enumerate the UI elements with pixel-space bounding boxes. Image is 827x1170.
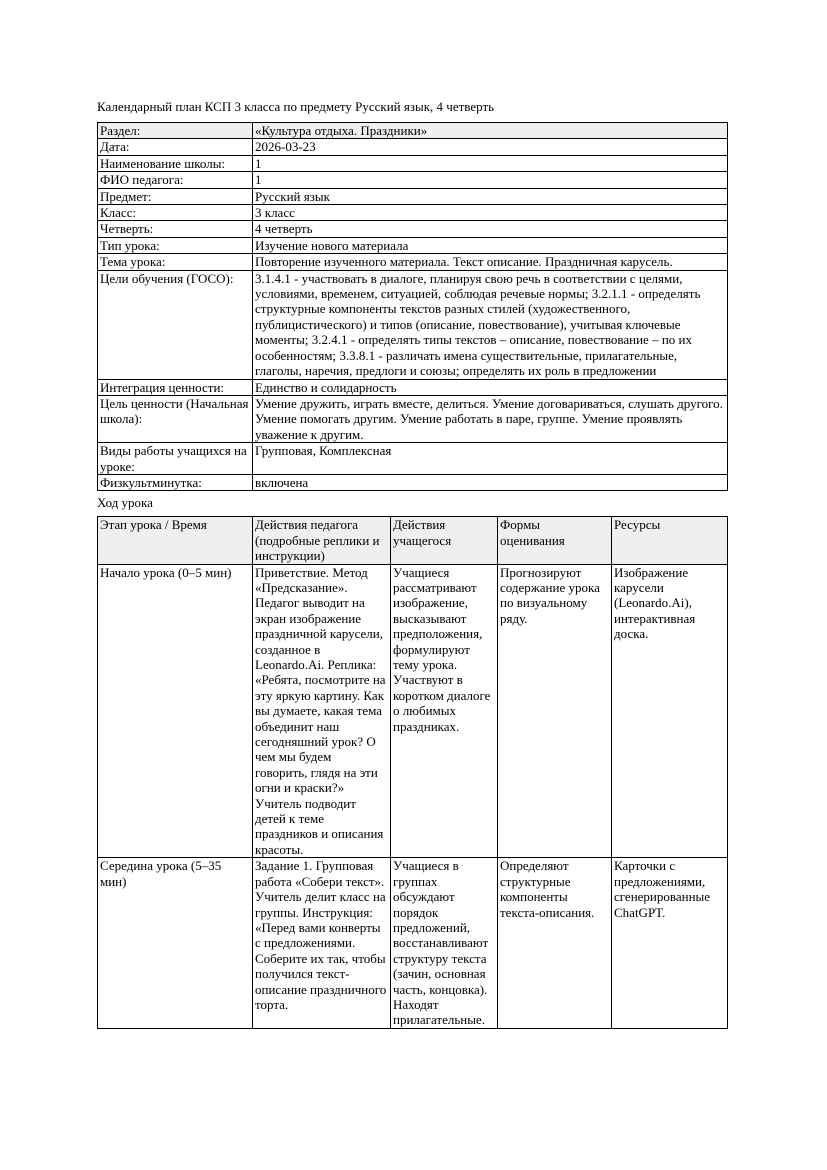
table-row [98,474,728,490]
info-label: Дата: [98,139,253,155]
column-header-resources: Ресурсы [612,517,728,564]
teacher-actions-cell: Приветствие. Метод «Предсказание». Педагог выводит на экран изображение праздничной карусели, созданное в Leonardo.Ai. Реплика: «Ребята, посмотрите на эту яркую картину. Как вы думаете, какая тема объединит наш сегодняшний урок? О чем мы будем говорить, глядя на эти огни и краски?» Учитель подводит детей к теме праздников и описания красоты. [253,564,391,858]
info-value: Умение дружить, играть вместе, делиться. Умение договариваться, слушать другого. Умение помогать другим. Умение работать в паре, группе. Умение проявлять уважение к другим. [253,395,728,442]
info-value: Групповая, Комплексная [253,443,728,475]
student-actions-cell: Учащиеся в группах обсуждают порядок предложений, восстанавливают структуру текста (зачин, основная часть, концовка). Находят прилагательные. [391,858,498,1028]
info-value: включена [253,474,728,490]
table-row [98,188,728,204]
info-label: Цель ценности (Начальная школа): [98,395,253,442]
table-row [98,564,728,858]
info-label: Тип урока: [98,237,253,253]
resources-cell: Карточки с предложениями, сгенерированные ChatGPT. [612,858,728,1028]
table-row [98,443,728,475]
info-value: 1 [253,172,728,188]
info-label: Физкультминутка: [98,474,253,490]
info-value: Повторение изученного материала. Текст описание. Праздничная карусель. [253,254,728,270]
lesson-plan-table [97,516,728,1028]
table-row [98,155,728,171]
assessment-cell: Определяют структурные компоненты текста-описания. [498,858,612,1028]
info-value: 2026-03-23 [253,139,728,155]
resources-cell: Изображение карусели (Leonardo.Ai), интерактивная доска. [612,564,728,858]
column-header-assessment: Формы оценивания [498,517,612,564]
info-value: 4 четверть [253,221,728,237]
section-heading: Ход урока [97,495,153,511]
info-label: Цели обучения (ГОСО): [98,270,253,379]
info-label: Раздел: [98,123,253,139]
table-row [98,172,728,188]
table-header-row [98,517,728,564]
info-value: «Культура отдыха. Праздники» [253,123,728,139]
column-header-stage: Этап урока / Время [98,517,253,564]
page-title: Календарный план КСП 3 класса по предмету Русский язык, 4 четверть [97,99,495,114]
info-label: Наименование школы: [98,155,253,171]
info-label: Предмет: [98,188,253,204]
table-row [98,221,728,237]
document-content [97,99,727,1029]
info-value: Единство и солидарность [253,379,728,395]
info-value: 3 класс [253,205,728,221]
info-label: Интеграция ценности: [98,379,253,395]
table-row [98,237,728,253]
info-value: Изучение нового материала [253,237,728,253]
table-row [98,858,728,1028]
table-row [98,139,728,155]
table-row [98,270,728,379]
info-label: Четверть: [98,221,253,237]
info-label: ФИО педагога: [98,172,253,188]
table-row [98,379,728,395]
teacher-actions-cell: Задание 1. Групповая работа «Собери текст». Учитель делит класс на группы. Инструкция: «Перед вами конверты с предложениями. Соберите их так, чтобы получился текст-описание праздничного торта. [253,858,391,1028]
column-header-student-actions: Действия учащегося [391,517,498,564]
info-value: 3.1.4.1 - участвовать в диалоге, планируя свою речь в соответствии с целями, условиями, временем, ситуацией, соблюдая речевые нормы; 3.2.1.1 - определять структурные компоненты текстов разных стилей (художественного, публицистического) и типов (описание, повествование), учитывая ключевые моменты; 3.2.4.1 - определять типы текстов – описание, повествование – по их особенностям; 3.3.8.1 - различать имена существительные, прилагательные, глаголы, наречия, предлоги и союзы; определять их роль в предложении [253,270,728,379]
table-row [98,205,728,221]
column-header-teacher-actions: Действия педагога (подробные реплики и инструкции) [253,517,391,564]
table-row [98,123,728,139]
assessment-cell: Прогнозируют содержание урока по визуальному ряду. [498,564,612,858]
stage-cell: Середина урока (5–35 мин) [98,858,253,1028]
lesson-info-table [97,122,728,491]
table-row [98,395,728,442]
info-label: Класс: [98,205,253,221]
info-value: 1 [253,155,728,171]
stage-cell: Начало урока (0–5 мин) [98,564,253,858]
info-label: Тема урока: [98,254,253,270]
info-label: Виды работы учащихся на уроке: [98,443,253,475]
table-row [98,254,728,270]
student-actions-cell: Учащиеся рассматривают изображение, высказывают предположения, формулируют тему урока. Участвуют в коротком диалоге о любимых праздниках. [391,564,498,858]
info-value: Русский язык [253,188,728,204]
